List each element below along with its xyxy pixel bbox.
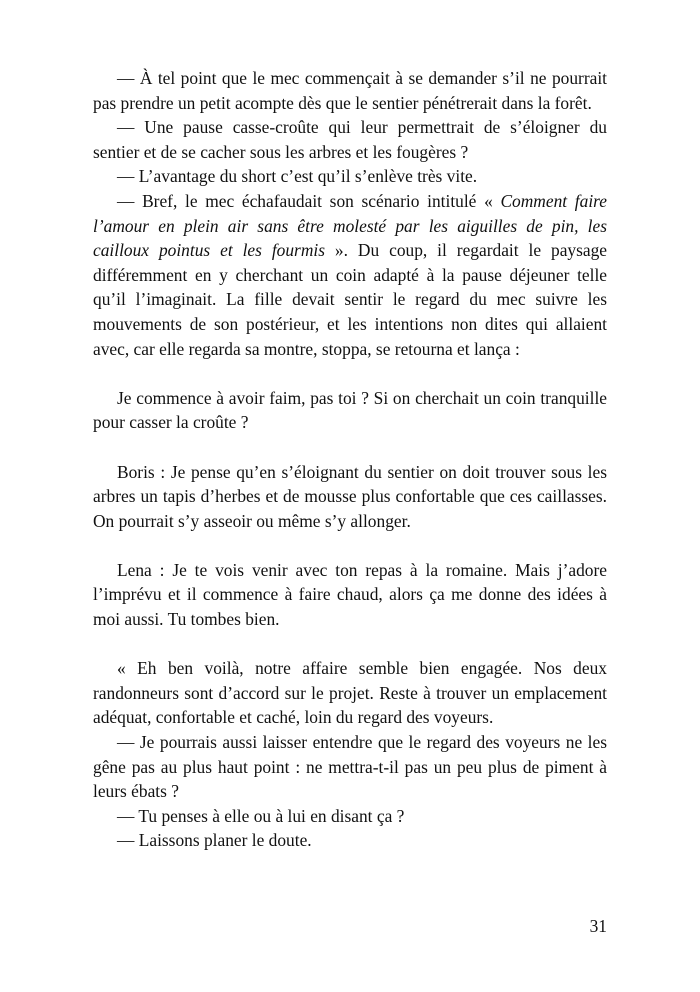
paragraph: Boris : Je pense qu’en s’éloignant du sentier on doit trouver sous les arbres un tapis d’herbes et de mousse plus confortable que ces caillasses. On pourrait s’y asseoir ou même s’y allonger.: [93, 461, 607, 531]
page-number: 31: [589, 916, 607, 936]
paragraph: — Tu penses à elle ou à lui en disant ça ?: [117, 805, 405, 826]
paragraph: « Eh ben voilà, notre affaire semble bien engagée. Nos deux randonneurs sont d’accord sur le projet. Reste à trouver un emplacement adéquat, confortable et caché, loin du regard des voyeurs.: [93, 658, 607, 728]
paragraph-text: ». Du coup, il regardait le paysage différemment en y cherchant un coin adapté à la pause déjeuner telle qu’il l’imaginait. La fille devait sentir le regard du mec suivre les mouvements de son postérieur, et les intentions non dites qui allaient avec, car elle regarda sa montre, stoppa, se retourna et lança :: [93, 240, 608, 359]
paragraph: — Je pourrais aussi laisser entendre que le regard des voyeurs ne les gêne pas au plus haut point : ne mettra-t-il pas un peu plus de piment à leurs ébats ?: [93, 732, 607, 802]
paragraph: — Une pause casse-croûte qui leur permettrait de s’éloigner du sentier et de se cacher sous les arbres et les fougères ?: [93, 117, 607, 162]
paragraph: — L’avantage du short c’est qu’il s’enlève très vite.: [117, 166, 478, 187]
paragraph: Je commence à avoir faim, pas toi ? Si on cherchait un coin tranquille pour casser la croûte ?: [93, 387, 607, 433]
paragraph: [93, 189, 607, 361]
paragraph: — Laissons planer le doute.: [117, 830, 312, 851]
page-body: [93, 66, 607, 853]
italic-title: Comment faire l’amour en plein air sans être molesté par les aiguilles de pin, les cailloux pointus et les fourmis: [93, 190, 607, 261]
paragraph: — À tel point que le mec commençait à se demander s’il ne pourrait pas prendre un petit acompte dès que le sentier pénétrerait dans la forêt.: [93, 68, 607, 113]
paragraph-text: — Bref, le mec échafaudait son scénario intitulé «: [117, 190, 501, 211]
paragraph: Lena : Je te vois venir avec ton repas à la romaine. Mais j’adore l’imprévu et il commence à faire chaud, alors ça me donne des idées à moi aussi. Tu tombes bien.: [93, 559, 607, 630]
